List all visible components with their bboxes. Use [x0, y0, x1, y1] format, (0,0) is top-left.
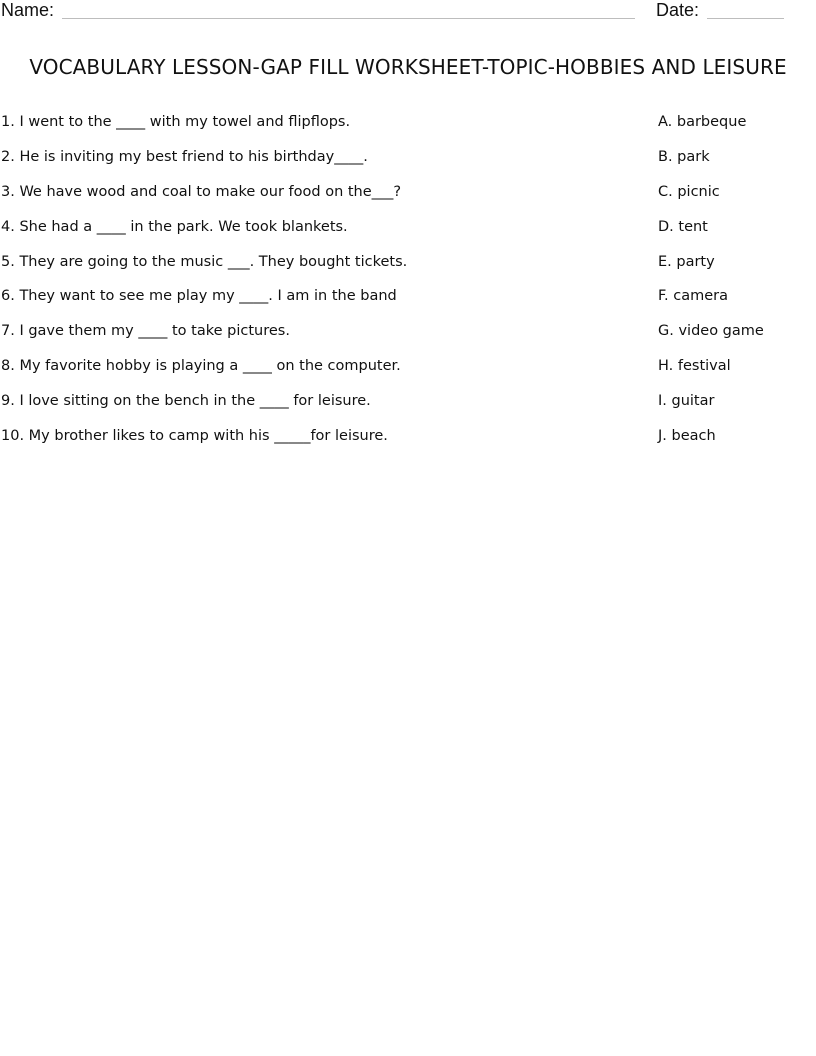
answer-item: G. video game	[658, 323, 764, 340]
question-item: 9. I love sitting on the bench in the ____ for leisure.	[1, 393, 371, 410]
answer-item: F. camera	[658, 288, 728, 305]
header-row	[0, 0, 816, 24]
answer-item: I. guitar	[658, 393, 715, 410]
name-label: Name:	[1, 0, 55, 20]
answer-item: C. picnic	[658, 183, 720, 200]
worksheet-title: VOCABULARY LESSON-GAP FILL WORKSHEET-TOPIC-HOBBIES AND LEISURE	[29, 55, 787, 79]
question-item: 3. We have wood and coal to make our food on the___?	[1, 183, 402, 200]
question-item: 5. They are going to the music ___. They bought tickets.	[1, 253, 408, 270]
answer-item: B. park	[658, 148, 710, 165]
question-item: 7. I gave them my ____ to take pictures.	[1, 323, 290, 340]
answer-item: D. tent	[658, 218, 708, 235]
question-item: 4. She had a ____ in the park. We took blankets.	[1, 218, 348, 235]
answer-item: A. barbeque	[658, 114, 747, 130]
question-item: 10. My brother likes to camp with his _____for leisure.	[1, 428, 388, 445]
question-item: 1. I went to the ____ with my towel and flipflops.	[1, 114, 351, 130]
date-label: Date:	[656, 0, 700, 20]
answer-item: H. festival	[658, 358, 731, 375]
date-line	[707, 18, 784, 19]
question-item: 8. My favorite hobby is playing a ____ on the computer.	[1, 358, 401, 375]
answer-list	[658, 111, 808, 460]
question-item: 6. They want to see me play my ____. I am in the band	[1, 288, 397, 305]
question-list	[1, 111, 621, 460]
answer-item: E. party	[658, 253, 715, 270]
question-item: 2. He is inviting my best friend to his birthday____.	[1, 148, 368, 165]
name-line	[62, 18, 635, 19]
answer-item: J. beach	[658, 428, 716, 445]
